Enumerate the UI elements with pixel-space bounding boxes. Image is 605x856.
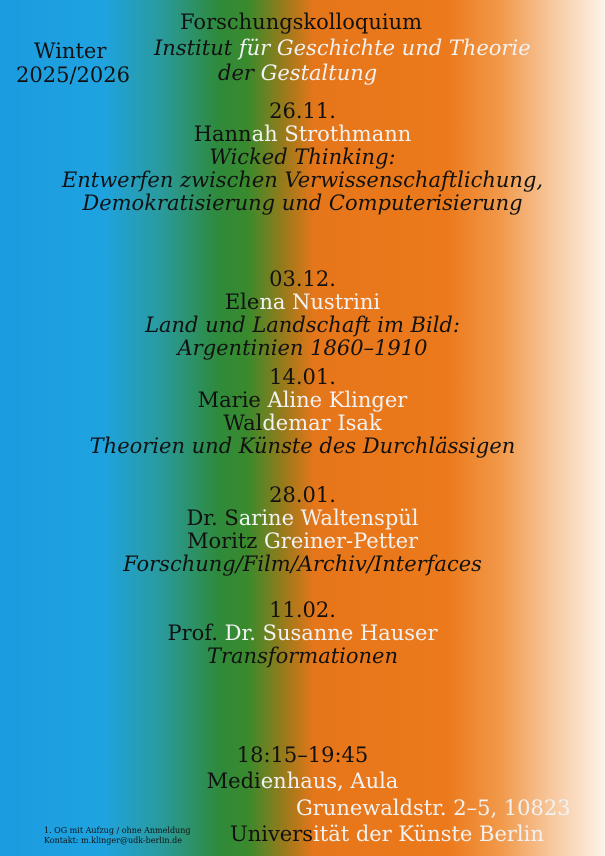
speaker-name xyxy=(0,413,605,434)
event-venue xyxy=(0,771,605,792)
event-series-title: Forschungskolloquium xyxy=(180,10,423,34)
talk-title-line: Argentinien 1860–1910 xyxy=(177,336,428,360)
speaker-name-part-b: Aline Klinger xyxy=(260,388,408,412)
speaker-name-part-a: Prof. xyxy=(167,621,225,645)
talk-title-line: Forschung/Film/Archiv/Interfaces xyxy=(123,552,482,576)
talk-title-line: Demokratisierung und Computerisierung xyxy=(82,191,523,215)
speaker-name-part-b: Dr. Susanne Hauser xyxy=(224,621,438,645)
speaker-name xyxy=(0,508,605,529)
talk-title-line: Land und Landschaft im Bild: xyxy=(145,313,460,337)
institute-name-line-2 xyxy=(218,63,377,84)
talk-title-line: Theorien und Künste des Durchlässigen xyxy=(89,434,516,458)
university-part-a: Univers xyxy=(230,822,314,846)
speaker-name-part-b: ah Strothmann xyxy=(251,122,412,146)
speaker-name-part-b: Greiner-Petter xyxy=(257,529,419,553)
institute-name-part-c: der xyxy=(218,61,261,85)
speaker-name-part-b: demar Isak xyxy=(262,411,382,435)
speaker-name-part-b: arine Waltenspül xyxy=(238,506,419,530)
institute-name-part-b: für Geschichte und Theorie xyxy=(238,36,531,60)
speaker-name-part-a: Moritz xyxy=(186,529,258,553)
university-part-b: ität der Künste Berlin xyxy=(313,822,544,846)
session-date: 28.01. xyxy=(269,483,336,507)
speaker-name-part-b: na Nustrini xyxy=(259,290,381,314)
speaker-name xyxy=(0,124,605,145)
speaker-name-part-a: Wal xyxy=(223,411,263,435)
speaker-name xyxy=(0,390,605,411)
session-date: 11.02. xyxy=(269,598,336,622)
venue-part-b: enhaus, Aula xyxy=(260,769,399,793)
talk-title-line: Transformationen xyxy=(206,644,399,668)
speaker-name xyxy=(0,623,605,644)
institute-name-part-a: Institut xyxy=(154,36,239,60)
speaker-name-part-a: Ele xyxy=(224,290,260,314)
university-name xyxy=(230,824,544,845)
talk-title-line: Entwerfen zwischen Verwissenschaftlichung, xyxy=(61,168,544,192)
speaker-name-part-a: Marie xyxy=(197,388,261,412)
session-date: 26.11. xyxy=(269,99,336,123)
talk-title-line: Wicked Thinking: xyxy=(209,145,396,169)
season-label: Winter xyxy=(34,39,107,63)
institute-name-part-d: Gestaltung xyxy=(260,61,378,85)
session-date: 14.01. xyxy=(269,365,336,389)
speaker-name xyxy=(0,531,605,552)
years-label: 2025/2026 xyxy=(16,63,130,87)
speaker-name-part-a: Dr. S xyxy=(186,506,239,530)
institute-name-line-1 xyxy=(154,38,531,59)
event-time: 18:15–19:45 xyxy=(236,743,369,767)
session-date: 03.12. xyxy=(269,267,336,291)
contact-note: Kontakt: m.klinger@udk-berlin.de xyxy=(44,836,182,845)
venue-part-a: Medi xyxy=(206,769,261,793)
event-address: Grunewaldstr. 2–5, 10823 xyxy=(296,796,571,820)
speaker-name xyxy=(0,292,605,313)
access-note: 1. OG mit Aufzug / ohne Anmeldung xyxy=(44,826,191,835)
speaker-name-part-a: Hann xyxy=(193,122,252,146)
